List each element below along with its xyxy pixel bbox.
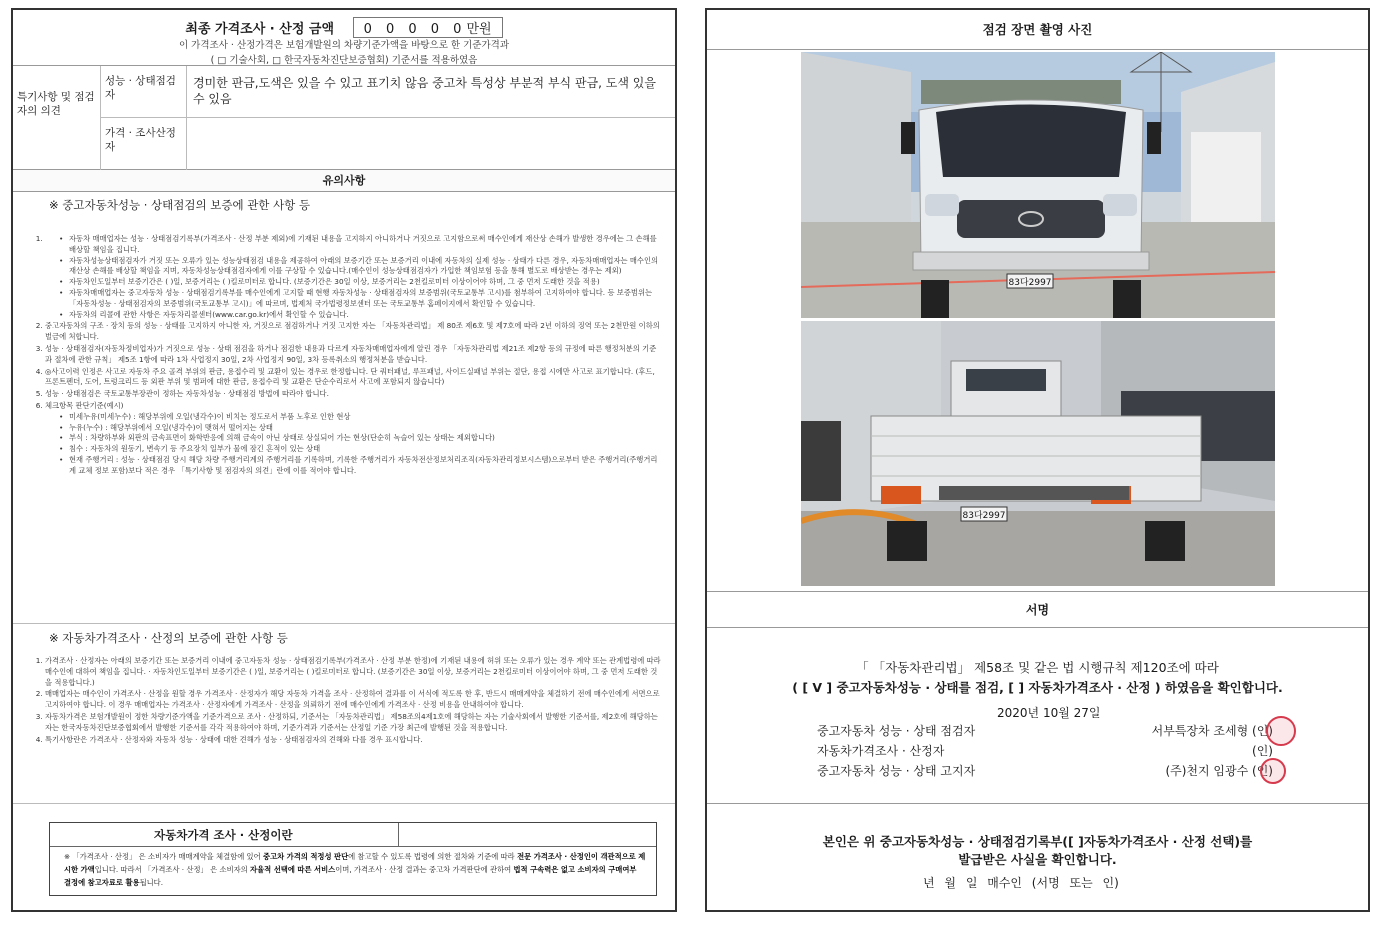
def-emphasis: 자율적 선택에 따른 서비스	[250, 865, 336, 874]
inspection-confirm-line: ( [ V ] 중고자동차성능 · 상태를 점검, [ ] 자동차가격조사 · 산정 ) 하였음을 확인합니다.	[792, 680, 1283, 695]
perf-inspector-name: 서부특장차 조세형	[1151, 724, 1249, 738]
receipt-confirm-line-1: 본인은 위 중고자동차성능 · 상태점검기록부([ ]자동차가격조사 · 산정 선택)를	[822, 834, 1253, 849]
notice-item-1	[45, 234, 661, 320]
price-item-3: 3. 자동차가격은 보험개발원이 정한 차량기준가액을 기준가격으로 조사 · 산정하되, 기준서는 「자동차관리법」 제58조의4제1호에 해당하는 자는 기술사회에서 발행한 기준서를, 제2호에 해당하는 자는 한국자동차진단보증협회에서 발행한 기준서를 각각 적용하여야 하며, 기준가격과 기준서는 산정일 기준 가장 최근에 발행된 것을 적용합니다.	[45, 712, 661, 734]
signature-area	[707, 628, 1368, 804]
def-text: ※ 「가격조사 · 산정」 은 소비자가 매매계약을 체결함에 있어	[64, 852, 263, 861]
criteria-bullet: • 침수 : 자동차의 원동기, 변속기 등 주요장치 일부가 물에 잠긴 흔적이 있는 상태	[59, 444, 661, 455]
def-text: 에 참고할 수 있도록 법령에 의한 절차와 기준에 따라	[348, 852, 518, 861]
notice-item-6	[45, 401, 661, 477]
final-price-title	[13, 17, 675, 38]
perf-warranty-text	[13, 218, 675, 477]
truck-rear-photo	[801, 321, 1275, 586]
inspection-record-page-right	[705, 8, 1370, 912]
notice-bullet: • 1. 자동차 매매업자는 성능 · 상태점검기록부(가격조사 · 산정 부분 제외)에 기재된 내용을 고지하지 아니하거나 거짓으로 고지함으로써 매수인에게 재산상 손해가 발생한 경우에는 그 손해를 배상할 책임을 집니다.	[59, 234, 661, 256]
criteria-bullet: • 부식 : 차량하부와 외판의 금속표면이 화학반응에 의해 금속이 아닌 상태로 상실되어 가는 현상(단순히 녹슬어 있는 상태는 제외합니다)	[59, 433, 661, 444]
receipt-confirm-line-2: 발급받은 사실을 확인합니다.	[958, 852, 1117, 867]
notice-item-3: 3. 성능 · 상태점검자(자동차정비업자)가 거짓으로 성능 · 상태 점검을 하거나 점검한 내용과 다르게 자동차매매업자에게 알린 경우 「자동차관리법 제21조 제2항 등의 규정에 따른 행정처분의 기준과 절차에 관한 규칙」 제5조 1항에 따라 1차 사업정지 30일, 2차 사업정지 90일, 3차 등록취소의 행정처분을 받습니다.	[45, 344, 661, 366]
signature-heading: 서명	[707, 592, 1368, 628]
price-definition-box	[49, 822, 657, 896]
seal-mark: (인)	[1252, 744, 1273, 758]
notifier-signature[interactable]	[1165, 762, 1273, 779]
special-notes-label: 특기사항 및 점검자의 의견	[13, 66, 101, 170]
price-item-4: 4. 특기사항란은 가격조사 · 산정자와 자동차 성능 · 상태에 대한 견해가 성능 · 상태점검자의 견해와 다를 경우 표시합니다.	[45, 735, 661, 746]
buyer-signature-line[interactable]: 년 월 일 매수인 (서명 또는 인)	[923, 876, 1119, 890]
def-emphasis: 법적 구속력은 없고 소비자의 구매여부 결정에 참고자료로 활용	[64, 865, 637, 887]
notice-bullet: • 자동차의 리콜에 관한 사항은 자동차리콜센터(www.car.go.kr)에서 확인할 수 있습니다.	[59, 310, 661, 321]
truck-front-photo	[801, 52, 1275, 318]
photo-section-heading: 점검 장면 촬영 사진	[707, 10, 1368, 50]
perf-warranty-heading: ※ 중고자동차성능 · 상태점검의 보증에 관한 사항 등	[49, 198, 311, 212]
final-price-label: 최종 가격조사 · 산정 금액	[185, 22, 335, 37]
final-price-input[interactable]	[353, 17, 503, 38]
seal-stamp-icon	[1260, 758, 1286, 784]
price-assessor-signature[interactable]	[1252, 742, 1273, 759]
def-text: 입니다. 따라서 「가격조사 · 산정」 은 소비자의	[94, 865, 251, 874]
truck-front-image	[801, 52, 1275, 318]
price-standard-note: ( □ 기술사회, □ 한국자동차진단보증협회) 기준서를 적용하였음	[210, 55, 478, 66]
notice-bullet: • 자동차매매업자는 중고자동차 성능 · 상태점검기록부를 매수인에게 고지할 때 현행 자동차성능 · 상태점검자의 보증범위(국토교통부 고시)를 첨부하여 고지하여야 합니다. 등 보증범위는 「자동차성능 · 상태점검자의 보증범위(국토교통부 고시)」에 따르며, 법제처 국가법령정보센터 또는 국토교통부 홈페이지에서 확인할 수 있습니다.	[59, 288, 661, 310]
def-emphasis: 중고차 가격의 적정성 판단	[262, 852, 349, 861]
signature-date: 2020년 10월 27일	[997, 706, 1101, 720]
notice-item-2: 2. 중고자동차의 구조 · 장치 등의 성능 · 상태를 고지하지 아니한 자, 거짓으로 점검하거나 거짓 고지한 자는 「자동차관리법」 제 80조 제6호 및 제7호에 따라 2년 이하의 징역 또는 2천만원 이하의 벌금에 처합니다.	[45, 321, 661, 343]
special-notes-table	[13, 66, 675, 170]
perf-inspector-row-label: 중고자동차 성능 · 상태 점검자	[817, 724, 976, 738]
price-item-1: 1. 가격조사 · 산정자는 아래의 보증기간 또는 보증거리 이내에 중고자동차 성능 · 상태점검기록부(가격조사 · 산정 부분 한정)에 기재된 내용에 허위 또는 오류가 있는 경우 계약 또는 관계법령에 따라 매수인에 대하여 책임을 집니다. · 자동차인도일부터 보증기간은 ( )일, 보증거리는 ( )킬로미터로 합니다. (보증기간은 30일 이상, 보증거리는 2천킬로미터 이상이어야 하며, 그 중 먼저 도래한 것을 적용합니다.)	[45, 656, 661, 688]
price-assessor-row-label: 자동차가격조사 · 산정자	[817, 744, 945, 758]
final-price-unit: 만원	[466, 22, 492, 37]
price-definition-text	[50, 847, 656, 889]
notifier-row-label: 중고자동차 성능 · 상태 고지자	[817, 764, 976, 778]
criteria-bullet: • 미세누유(미세누수) : 해당부위에 오일(냉각수)이 비치는 정도로서 부품 노후로 인한 현상	[59, 412, 661, 423]
final-price-block	[13, 10, 675, 66]
def-emphasis: 전문 가격조사 · 산정인이 객관적으로 제시한 가액	[64, 852, 646, 874]
price-warranty-section	[13, 624, 675, 804]
criteria-bullet: • 현재 주행거리 : 성능 · 상태점검 당시 해당 차량 주행거리계의 주행거리를 기록하며, 기록한 주행거리가 자동차전산정보처리조직(자동차관리정보시스템)으로부터 받은 주행거리(주행거리계 교체 정보 포함)보다 적은 경우 「특기사항 및 점검자의 의견」란에 이를 적어야 합니다.	[59, 455, 661, 477]
seal-mark: (인)	[1252, 764, 1273, 778]
price-assessor-label: 가격 · 조사산정자	[101, 118, 187, 170]
price-assessor-opinion[interactable]	[187, 118, 675, 170]
perf-inspector-signature[interactable]	[1152, 722, 1273, 739]
price-definition-title: 자동차가격 조사 · 산정이란	[50, 823, 656, 847]
notice-item-4: 4. ◎사고이력 인정은 사고로 자동차 주요 골격 부위의 판금, 용접수리 및 교환이 있는 경우로 한정합니다. 단 쿼터패널, 루프패널, 사이드실패널 부위는 절단, 용접 시에만 사고로 표기합니다. (후드, 프론트펜더, 도어, 트렁크리드 등 외판 부위 및 범퍼에 대한 판금, 용접수리 및 교환은 단순수리로서 사고에 포함되지 않습니다)	[45, 367, 661, 389]
criteria-bullet: • 누유(누수) : 해당부위에서 오일(냉각수)이 맺혀서 떨어지는 상태	[59, 423, 661, 434]
def-text: 됩니다.	[139, 878, 164, 887]
notice-item-5: 5. 성능 · 상태점검은 국토교통부장관이 정하는 자동차성능 · 상태점검 방법에 따라야 합니다.	[45, 389, 661, 400]
price-warranty-heading: ※ 자동차가격조사 · 산정의 보증에 관한 사항 등	[49, 631, 288, 645]
price-basis-note: 이 가격조사 · 산정가격은 보험개발원의 차량기준가액을 바탕으로 한 기준가격과	[178, 40, 510, 51]
perf-inspector-opinion[interactable]: 경미한 판금,도색은 있을 수 있고 표기치 않음 중고차 특성상 부분적 부식 판금, 도색 있을 수 있음	[187, 66, 675, 118]
final-price-value: 0 0 0 0 0	[363, 22, 467, 37]
rear-plate-text: 83다2997	[962, 511, 1006, 521]
perf-inspector-label: 성능 · 상태점검자	[101, 66, 187, 118]
inspection-record-page-left	[11, 8, 677, 912]
seal-mark: (인)	[1252, 724, 1273, 738]
inspection-photos	[707, 50, 1368, 592]
price-warranty-text	[13, 650, 675, 745]
notice-heading: 유의사항	[13, 170, 675, 192]
notice-bullet: • 자동차성능상태점검자가 거짓 또는 오류가 있는 성능상태점검 내용을 제공하여 아래의 보증기간 또는 보증거리 이내에 자동차의 실제 성능 · 상태가 다른 경우, 자동차매매업자는 매수인의 재산상 손해를 배상할 책임을 지며, 자동차성능상태점검자에게 이를 구상할 수 있습니다.(매수인이 성능상태점검자가 가입한 책임보험 등을 통해 별도로 배상받는 경우는 제외)	[59, 256, 661, 278]
law-basis-line: 「 「자동차관리법」 제58조 및 같은 법 시행규칙 제120조에 따라	[856, 660, 1219, 675]
check-criteria-title: 체크항목 판단기준(예시)	[45, 400, 124, 410]
def-text: 이며, 가격조사 · 산정 결과는 중고차 가격판단에 관하여	[335, 865, 514, 874]
notifier-name: (주)천지 임광수	[1165, 764, 1249, 778]
front-plate-text: 83다2997	[1008, 278, 1052, 288]
perf-warranty-section	[13, 192, 675, 624]
notice-bullet: • 자동차인도일부터 보증기간은 ( )일, 보증거리는 ( )킬로미터로 합니다. (보증기간은 30일 이상, 보증거리는 2천킬로미터 이상이어야 하며, 그 중 먼저 도래한 것을 적용)	[59, 277, 661, 288]
truck-rear-image	[801, 321, 1275, 586]
price-item-2: 2. 매매업자는 매수인이 가격조사 · 산정을 원할 경우 가격조사 · 산정자가 해당 자동차 가격을 조사 · 산정하여 결과를 이 서식에 적도록 한 후, 반드시 매매계약을 체결하기 전에 매수인에게 서면으로 고지하여야 합니다. 이 경우 매매업자는 가격조사 · 산정자에게 가격조사 · 산정을 의뢰하기 전에 매수인에게 가격조사 · 산정 비용을 안내하여야 합니다.	[45, 689, 661, 711]
